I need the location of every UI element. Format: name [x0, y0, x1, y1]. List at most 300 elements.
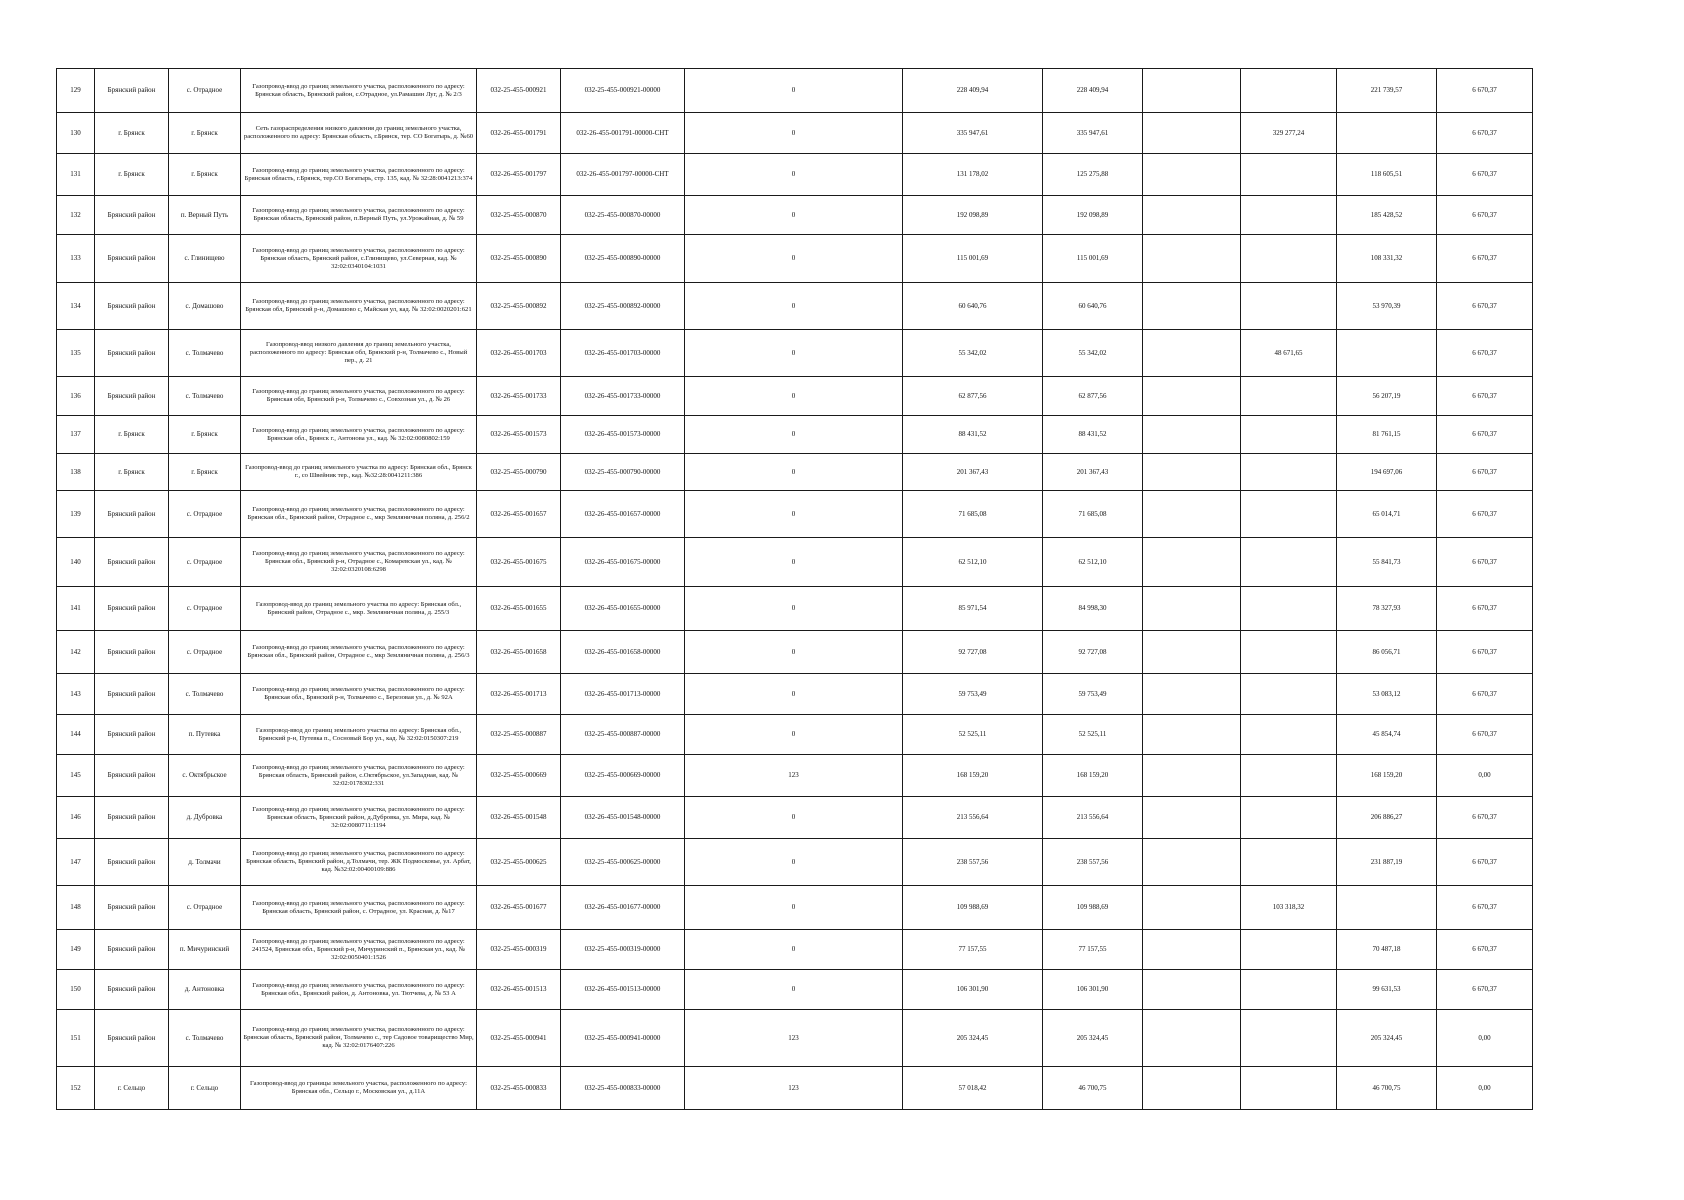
value-cell: 92 727,08: [1043, 631, 1143, 674]
row-number: 151: [57, 1010, 95, 1067]
row-number: 148: [57, 886, 95, 930]
table-row: [57, 69, 1533, 113]
value-cell: 46 700,75: [1043, 1067, 1143, 1110]
inventory-number-cell: 032-26-455-001657: [477, 491, 561, 538]
quantity-cell: 0: [685, 538, 903, 587]
value-cell: 65 014,71: [1337, 491, 1437, 538]
description-cell: Газопровод-ввод до границ земельного участка, расположенного по адресу: Брянская область, Брянский район, с. Отрадное, ул. Красная, д. №17: [241, 886, 477, 930]
value-cell: 6 670,37: [1437, 454, 1533, 491]
table-row: [57, 797, 1533, 839]
quantity-cell: 0: [685, 839, 903, 886]
value-cell: [1241, 377, 1337, 416]
value-cell: 6 670,37: [1437, 674, 1533, 715]
value-cell: [1241, 491, 1337, 538]
asset-code-cell: 032-26-455-001513-00000: [561, 970, 685, 1010]
inventory-number-cell: 032-25-455-000319: [477, 930, 561, 970]
value-cell: 108 331,32: [1337, 235, 1437, 283]
district-cell: Брянский район: [95, 1010, 169, 1067]
inventory-number-cell: 032-26-455-001573: [477, 416, 561, 454]
district-cell: Брянский район: [95, 491, 169, 538]
quantity-cell: 123: [685, 1010, 903, 1067]
value-cell: 59 753,49: [903, 674, 1043, 715]
district-cell: Брянский район: [95, 377, 169, 416]
district-cell: Брянский район: [95, 196, 169, 235]
description-cell: Газопровод-ввод до границ земельного участка, расположенного по адресу: Брянская обл., Брянский район, д. Антоновка, ул. Тютчева, д. № 53 А: [241, 970, 477, 1010]
row-number: 147: [57, 839, 95, 886]
district-cell: Брянский район: [95, 69, 169, 113]
value-cell: [1143, 1010, 1241, 1067]
quantity-cell: 0: [685, 674, 903, 715]
value-cell: [1143, 755, 1241, 797]
row-number: 149: [57, 930, 95, 970]
inventory-number-cell: 032-26-455-001677: [477, 886, 561, 930]
description-cell: Газопровод-ввод до границ земельного участка, расположенного по адресу: Брянская обл., Брянский район, Отрадное с., мкр Земляничная поляна, д. 256/2: [241, 491, 477, 538]
district-cell: Брянский район: [95, 235, 169, 283]
row-number: 140: [57, 538, 95, 587]
value-cell: 92 727,08: [903, 631, 1043, 674]
value-cell: 228 409,94: [1043, 69, 1143, 113]
table-row: [57, 113, 1533, 154]
locality-cell: д. Толмачи: [169, 839, 241, 886]
description-cell: Газопровод-ввод до границ земельного участка по адресу: Брянская обл., Брянск г., со Швейник тер., кад. №32:28:0041211:386: [241, 454, 477, 491]
value-cell: 221 739,57: [1337, 69, 1437, 113]
asset-code-cell: 032-25-455-000892-00000: [561, 283, 685, 330]
inventory-number-cell: 032-26-455-001658: [477, 631, 561, 674]
value-cell: 71 685,08: [903, 491, 1043, 538]
value-cell: 238 557,56: [903, 839, 1043, 886]
description-cell: Газопровод-ввод до границы земельного участка, расположенного по адресу: Брянская обл., Сельцо г., Московская ул., д.11А: [241, 1067, 477, 1110]
value-cell: 238 557,56: [1043, 839, 1143, 886]
inventory-number-cell: 032-25-455-000669: [477, 755, 561, 797]
value-cell: 125 275,88: [1043, 154, 1143, 196]
table-row: [57, 196, 1533, 235]
value-cell: 62 512,10: [903, 538, 1043, 587]
row-number: 133: [57, 235, 95, 283]
description-cell: Газопровод-ввод до границ земельного участка, расположенного по адресу: Брянская обл., Брянский район, Отрадное с., мкр Земляничная поляна, д. 256/3: [241, 631, 477, 674]
quantity-cell: 0: [685, 715, 903, 755]
value-cell: 55 841,73: [1337, 538, 1437, 587]
value-cell: 62 512,10: [1043, 538, 1143, 587]
value-cell: 106 301,90: [1043, 970, 1143, 1010]
inventory-number-cell: 032-25-455-000890: [477, 235, 561, 283]
description-cell: Сеть газораспределения низкого давления до границ земельного участка, расположенного по адресу: Брянская область, г.Брянск, тер. СО Богатырь, д. №60: [241, 113, 477, 154]
value-cell: 6 670,37: [1437, 839, 1533, 886]
value-cell: 45 854,74: [1337, 715, 1437, 755]
quantity-cell: 0: [685, 587, 903, 631]
value-cell: [1337, 886, 1437, 930]
description-cell: Газопровод-ввод до границ земельного участка, расположенного по адресу: 241524, Брянская обл., Брянский р-н, Мичуринский п., Брянская ул., кад. № 32:02:0050401:1526: [241, 930, 477, 970]
locality-cell: с. Глинищево: [169, 235, 241, 283]
value-cell: 6 670,37: [1437, 113, 1533, 154]
table-row: [57, 970, 1533, 1010]
table-row: [57, 674, 1533, 715]
table-row: [57, 538, 1533, 587]
value-cell: [1143, 674, 1241, 715]
value-cell: [1143, 970, 1241, 1010]
district-cell: Брянский район: [95, 886, 169, 930]
description-cell: Газопровод-ввод до границ земельного участка, расположенного по адресу: Брянская область, Брянский район, д.Толмачи, тер. ЖК Подмосковье, ул. Арбат, кад. №32:02:00400109:886: [241, 839, 477, 886]
description-cell: Газопровод-ввод до границ земельного участка, расположенного по адресу: Брянская область, Брянский район, п.Верный Путь, ул.Урожайная, д. № 59: [241, 196, 477, 235]
value-cell: [1143, 154, 1241, 196]
inventory-number-cell: 032-25-455-000870: [477, 196, 561, 235]
row-number: 142: [57, 631, 95, 674]
value-cell: 213 556,64: [903, 797, 1043, 839]
value-cell: 168 159,20: [903, 755, 1043, 797]
value-cell: [1241, 196, 1337, 235]
asset-code-cell: 032-26-455-001655-00000: [561, 587, 685, 631]
value-cell: 6 670,37: [1437, 538, 1533, 587]
value-cell: 60 640,76: [903, 283, 1043, 330]
district-cell: г. Брянск: [95, 454, 169, 491]
value-cell: [1143, 886, 1241, 930]
value-cell: 106 301,90: [903, 970, 1043, 1010]
value-cell: 6 670,37: [1437, 886, 1533, 930]
value-cell: [1143, 196, 1241, 235]
value-cell: [1337, 113, 1437, 154]
district-cell: Брянский район: [95, 930, 169, 970]
value-cell: 185 428,52: [1337, 196, 1437, 235]
value-cell: 59 753,49: [1043, 674, 1143, 715]
value-cell: [1143, 538, 1241, 587]
asset-code-cell: 032-26-455-001657-00000: [561, 491, 685, 538]
table-row: [57, 839, 1533, 886]
assets-table: [56, 68, 1533, 1110]
value-cell: 6 670,37: [1437, 69, 1533, 113]
value-cell: 109 988,69: [903, 886, 1043, 930]
value-cell: [1143, 930, 1241, 970]
value-cell: 6 670,37: [1437, 631, 1533, 674]
district-cell: Брянский район: [95, 715, 169, 755]
value-cell: 205 324,45: [903, 1010, 1043, 1067]
table-row: [57, 1010, 1533, 1067]
description-cell: Газопровод-ввод до границ земельного участка, расположенного по адресу: Брянская обл., Брянский р-н, Отрадное с., Комаревская ул., кад. № 32:02:0320108:6298: [241, 538, 477, 587]
row-number: 138: [57, 454, 95, 491]
inventory-number-cell: 032-26-455-001733: [477, 377, 561, 416]
value-cell: [1143, 797, 1241, 839]
value-cell: 6 670,37: [1437, 196, 1533, 235]
description-cell: Газопровод-ввод до границ земельного участка, расположенного по адресу: Брянская обл, Брянский р-н, Домашово с, Майская ул, кад. № 32:02:0020201:621: [241, 283, 477, 330]
value-cell: 168 159,20: [1337, 755, 1437, 797]
value-cell: 131 178,02: [903, 154, 1043, 196]
value-cell: [1241, 587, 1337, 631]
table-row: [57, 715, 1533, 755]
value-cell: [1143, 416, 1241, 454]
value-cell: 213 556,64: [1043, 797, 1143, 839]
table-row: [57, 1067, 1533, 1110]
inventory-number-cell: 032-25-455-000921: [477, 69, 561, 113]
value-cell: 56 207,19: [1337, 377, 1437, 416]
inventory-number-cell: 032-25-455-000887: [477, 715, 561, 755]
value-cell: 55 342,02: [1043, 330, 1143, 377]
value-cell: [1241, 631, 1337, 674]
asset-code-cell: 032-26-455-001658-00000: [561, 631, 685, 674]
inventory-number-cell: 032-26-455-001548: [477, 797, 561, 839]
table-row: [57, 416, 1533, 454]
locality-cell: г. Брянск: [169, 154, 241, 196]
value-cell: [1241, 235, 1337, 283]
row-number: 144: [57, 715, 95, 755]
quantity-cell: 0: [685, 69, 903, 113]
district-cell: г. Брянск: [95, 416, 169, 454]
asset-code-cell: 032-26-455-001703-00000: [561, 330, 685, 377]
value-cell: [1143, 235, 1241, 283]
value-cell: 6 670,37: [1437, 715, 1533, 755]
table-row: [57, 631, 1533, 674]
row-number: 152: [57, 1067, 95, 1110]
value-cell: 6 670,37: [1437, 970, 1533, 1010]
locality-cell: д. Антоновка: [169, 970, 241, 1010]
description-cell: Газопровод-ввод до границ земельного участка по адресу: Брянская обл., Брянский р-н, Путевка п., Сосновый Бор ул., кад. № 32:02:0150307:219: [241, 715, 477, 755]
value-cell: 88 431,52: [903, 416, 1043, 454]
quantity-cell: 0: [685, 283, 903, 330]
row-number: 135: [57, 330, 95, 377]
row-number: 146: [57, 797, 95, 839]
value-cell: 6 670,37: [1437, 154, 1533, 196]
row-number: 143: [57, 674, 95, 715]
value-cell: 168 159,20: [1043, 755, 1143, 797]
asset-code-cell: 032-26-455-001713-00000: [561, 674, 685, 715]
value-cell: [1143, 283, 1241, 330]
quantity-cell: 0: [685, 196, 903, 235]
asset-code-cell: 032-25-455-000870-00000: [561, 196, 685, 235]
description-cell: Газопровод-ввод до границ земельного участка, расположенного по адресу: Брянская область, Брянский район, с.Октябрьское, ул.Западная, кад. № 32:02:0178302:331: [241, 755, 477, 797]
value-cell: 115 001,69: [1043, 235, 1143, 283]
value-cell: [1241, 69, 1337, 113]
asset-code-cell: 032-25-455-000890-00000: [561, 235, 685, 283]
locality-cell: с. Отрадное: [169, 886, 241, 930]
locality-cell: с. Толмачево: [169, 377, 241, 416]
value-cell: 201 367,43: [903, 454, 1043, 491]
value-cell: 228 409,94: [903, 69, 1043, 113]
locality-cell: с. Отрадное: [169, 538, 241, 587]
value-cell: [1241, 930, 1337, 970]
value-cell: 77 157,55: [1043, 930, 1143, 970]
table-row: [57, 755, 1533, 797]
value-cell: 6 670,37: [1437, 491, 1533, 538]
district-cell: Брянский район: [95, 970, 169, 1010]
asset-code-cell: 032-25-455-000833-00000: [561, 1067, 685, 1110]
value-cell: [1241, 715, 1337, 755]
value-cell: 99 631,53: [1337, 970, 1437, 1010]
value-cell: 57 018,42: [903, 1067, 1043, 1110]
value-cell: 84 998,30: [1043, 587, 1143, 631]
value-cell: [1241, 154, 1337, 196]
district-cell: Брянский район: [95, 839, 169, 886]
description-cell: Газопровод-ввод до границ земельного участка, расположенного по адресу: Брянская обл, Брянский р-н, Толмачево с., Совхозная ул., д. № 26: [241, 377, 477, 416]
value-cell: 53 083,12: [1337, 674, 1437, 715]
inventory-number-cell: 032-25-455-000892: [477, 283, 561, 330]
description-cell: Газопровод-ввод до границ земельного участка, расположенного по адресу: Брянская обл., Брянск г., Антонова ул., кад. № 32:02:0080802:159: [241, 416, 477, 454]
value-cell: 48 671,65: [1241, 330, 1337, 377]
value-cell: [1241, 283, 1337, 330]
value-cell: 206 886,27: [1337, 797, 1437, 839]
locality-cell: г. Брянск: [169, 454, 241, 491]
district-cell: Брянский район: [95, 674, 169, 715]
inventory-number-cell: 032-26-455-001791: [477, 113, 561, 154]
table-row: [57, 154, 1533, 196]
value-cell: [1241, 1010, 1337, 1067]
value-cell: 71 685,08: [1043, 491, 1143, 538]
inventory-number-cell: 032-26-455-001713: [477, 674, 561, 715]
value-cell: [1143, 454, 1241, 491]
district-cell: Брянский район: [95, 631, 169, 674]
description-cell: Газопровод-ввод до границ земельного участка, расположенного по адресу: Брянская обл., Брянский р-н, Толмачево с., Березовая ул., д. № 92А: [241, 674, 477, 715]
quantity-cell: 123: [685, 1067, 903, 1110]
table-row: [57, 330, 1533, 377]
row-number: 130: [57, 113, 95, 154]
value-cell: 62 877,56: [903, 377, 1043, 416]
locality-cell: п. Верный Путь: [169, 196, 241, 235]
value-cell: 6 670,37: [1437, 587, 1533, 631]
asset-code-cell: 032-26-455-001791-00000-СНТ: [561, 113, 685, 154]
value-cell: [1143, 330, 1241, 377]
value-cell: 6 670,37: [1437, 930, 1533, 970]
value-cell: 115 001,69: [903, 235, 1043, 283]
table-row: [57, 886, 1533, 930]
value-cell: 329 277,24: [1241, 113, 1337, 154]
value-cell: 0,00: [1437, 755, 1533, 797]
quantity-cell: 0: [685, 330, 903, 377]
table-row: [57, 377, 1533, 416]
value-cell: [1143, 631, 1241, 674]
inventory-number-cell: 032-26-455-001655: [477, 587, 561, 631]
value-cell: 192 098,89: [903, 196, 1043, 235]
table-row: [57, 491, 1533, 538]
asset-code-cell: 032-26-455-001797-00000-СНТ: [561, 154, 685, 196]
inventory-number-cell: 032-26-455-001675: [477, 538, 561, 587]
description-cell: Газопровод-ввод до границ земельного участка, расположенного по адресу: Брянская область, Брянский район, д.Дубровка, ул. Мира, кад. № 32:02:0080711:1194: [241, 797, 477, 839]
table-row: [57, 454, 1533, 491]
district-cell: г. Брянск: [95, 154, 169, 196]
value-cell: 194 697,06: [1337, 454, 1437, 491]
value-cell: [1143, 587, 1241, 631]
district-cell: Брянский район: [95, 283, 169, 330]
locality-cell: д. Дубровка: [169, 797, 241, 839]
locality-cell: с. Толмачево: [169, 330, 241, 377]
inventory-number-cell: 032-25-455-000833: [477, 1067, 561, 1110]
value-cell: 62 877,56: [1043, 377, 1143, 416]
value-cell: [1241, 454, 1337, 491]
asset-code-cell: 032-26-455-001677-00000: [561, 886, 685, 930]
asset-code-cell: 032-25-455-000319-00000: [561, 930, 685, 970]
value-cell: 46 700,75: [1337, 1067, 1437, 1110]
value-cell: 6 670,37: [1437, 235, 1533, 283]
inventory-number-cell: 032-26-455-001703: [477, 330, 561, 377]
value-cell: 192 098,89: [1043, 196, 1143, 235]
inventory-number-cell: 032-26-455-001513: [477, 970, 561, 1010]
row-number: 134: [57, 283, 95, 330]
value-cell: [1241, 839, 1337, 886]
value-cell: 88 431,52: [1043, 416, 1143, 454]
asset-code-cell: 032-26-455-001548-00000: [561, 797, 685, 839]
value-cell: 118 605,51: [1337, 154, 1437, 196]
quantity-cell: 0: [685, 454, 903, 491]
description-cell: Газопровод-ввод до границ земельного участка, расположенного по адресу: Брянская область, Брянский район, Толмачево с., тер Садовое товарищество Мир, кад. № 32:02:0176407:226: [241, 1010, 477, 1067]
value-cell: 6 670,37: [1437, 283, 1533, 330]
quantity-cell: 0: [685, 491, 903, 538]
table-row: [57, 283, 1533, 330]
locality-cell: с. Октябрьское: [169, 755, 241, 797]
value-cell: [1241, 797, 1337, 839]
description-cell: Газопровод-ввод до границ земельного участка, расположенного по адресу: Брянская область, Брянский район, с.Глинищево, ул.Северная, кад. № 32:02:0340104:1031: [241, 235, 477, 283]
quantity-cell: 0: [685, 377, 903, 416]
asset-code-cell: 032-26-455-001573-00000: [561, 416, 685, 454]
locality-cell: г. Сельцо: [169, 1067, 241, 1110]
quantity-cell: 0: [685, 113, 903, 154]
value-cell: 55 342,02: [903, 330, 1043, 377]
description-cell: Газопровод-ввод низкого давления до границ земельного участка, расположенного по адресу: Брянская обл, Брянский р-н, Толмачево с., Новый пер., д. 21: [241, 330, 477, 377]
asset-code-cell: 032-25-455-000790-00000: [561, 454, 685, 491]
district-cell: Брянский район: [95, 755, 169, 797]
quantity-cell: 0: [685, 154, 903, 196]
value-cell: [1143, 69, 1241, 113]
district-cell: Брянский район: [95, 797, 169, 839]
locality-cell: с. Отрадное: [169, 587, 241, 631]
row-number: 129: [57, 69, 95, 113]
value-cell: [1143, 113, 1241, 154]
value-cell: 52 525,11: [903, 715, 1043, 755]
asset-code-cell: 032-25-455-000887-00000: [561, 715, 685, 755]
row-number: 131: [57, 154, 95, 196]
asset-code-cell: 032-25-455-000625-00000: [561, 839, 685, 886]
description-cell: Газопровод-ввод до границ земельного участка, расположенного по адресу: Брянская область, г.Брянск, тер.СО Богатырь, стр. 135, кад. № 32:28:0041213:374: [241, 154, 477, 196]
quantity-cell: 0: [685, 970, 903, 1010]
value-cell: 205 324,45: [1043, 1010, 1143, 1067]
value-cell: [1241, 674, 1337, 715]
quantity-cell: 0: [685, 930, 903, 970]
locality-cell: с. Отрадное: [169, 69, 241, 113]
inventory-number-cell: 032-25-455-000790: [477, 454, 561, 491]
description-cell: Газопровод-ввод до границ земельного участка по адресу: Брянская обл., Брянский район, Отрадное с., мкр. Земляничная поляна, д. 255/3: [241, 587, 477, 631]
district-cell: Брянский район: [95, 587, 169, 631]
value-cell: 6 670,37: [1437, 797, 1533, 839]
quantity-cell: 0: [685, 235, 903, 283]
value-cell: 109 988,69: [1043, 886, 1143, 930]
value-cell: 70 487,18: [1337, 930, 1437, 970]
asset-code-cell: 032-25-455-000941-00000: [561, 1010, 685, 1067]
value-cell: 231 887,19: [1337, 839, 1437, 886]
value-cell: 6 670,37: [1437, 377, 1533, 416]
value-cell: [1143, 839, 1241, 886]
locality-cell: с. Отрадное: [169, 631, 241, 674]
inventory-number-cell: 032-26-455-001797: [477, 154, 561, 196]
value-cell: [1241, 1067, 1337, 1110]
value-cell: 77 157,55: [903, 930, 1043, 970]
locality-cell: с. Толмачево: [169, 1010, 241, 1067]
value-cell: 60 640,76: [1043, 283, 1143, 330]
value-cell: 78 327,93: [1337, 587, 1437, 631]
row-number: 136: [57, 377, 95, 416]
table-row: [57, 930, 1533, 970]
locality-cell: п. Путевка: [169, 715, 241, 755]
value-cell: 86 056,71: [1337, 631, 1437, 674]
value-cell: [1143, 715, 1241, 755]
row-number: 132: [57, 196, 95, 235]
value-cell: 103 318,32: [1241, 886, 1337, 930]
row-number: 150: [57, 970, 95, 1010]
value-cell: 0,00: [1437, 1067, 1533, 1110]
locality-cell: с. Отрадное: [169, 491, 241, 538]
district-cell: г. Сельцо: [95, 1067, 169, 1110]
value-cell: 85 971,54: [903, 587, 1043, 631]
row-number: 139: [57, 491, 95, 538]
locality-cell: п. Мичуринский: [169, 930, 241, 970]
value-cell: 335 947,61: [1043, 113, 1143, 154]
asset-code-cell: 032-26-455-001733-00000: [561, 377, 685, 416]
quantity-cell: 123: [685, 755, 903, 797]
value-cell: 0,00: [1437, 1010, 1533, 1067]
value-cell: 52 525,11: [1043, 715, 1143, 755]
